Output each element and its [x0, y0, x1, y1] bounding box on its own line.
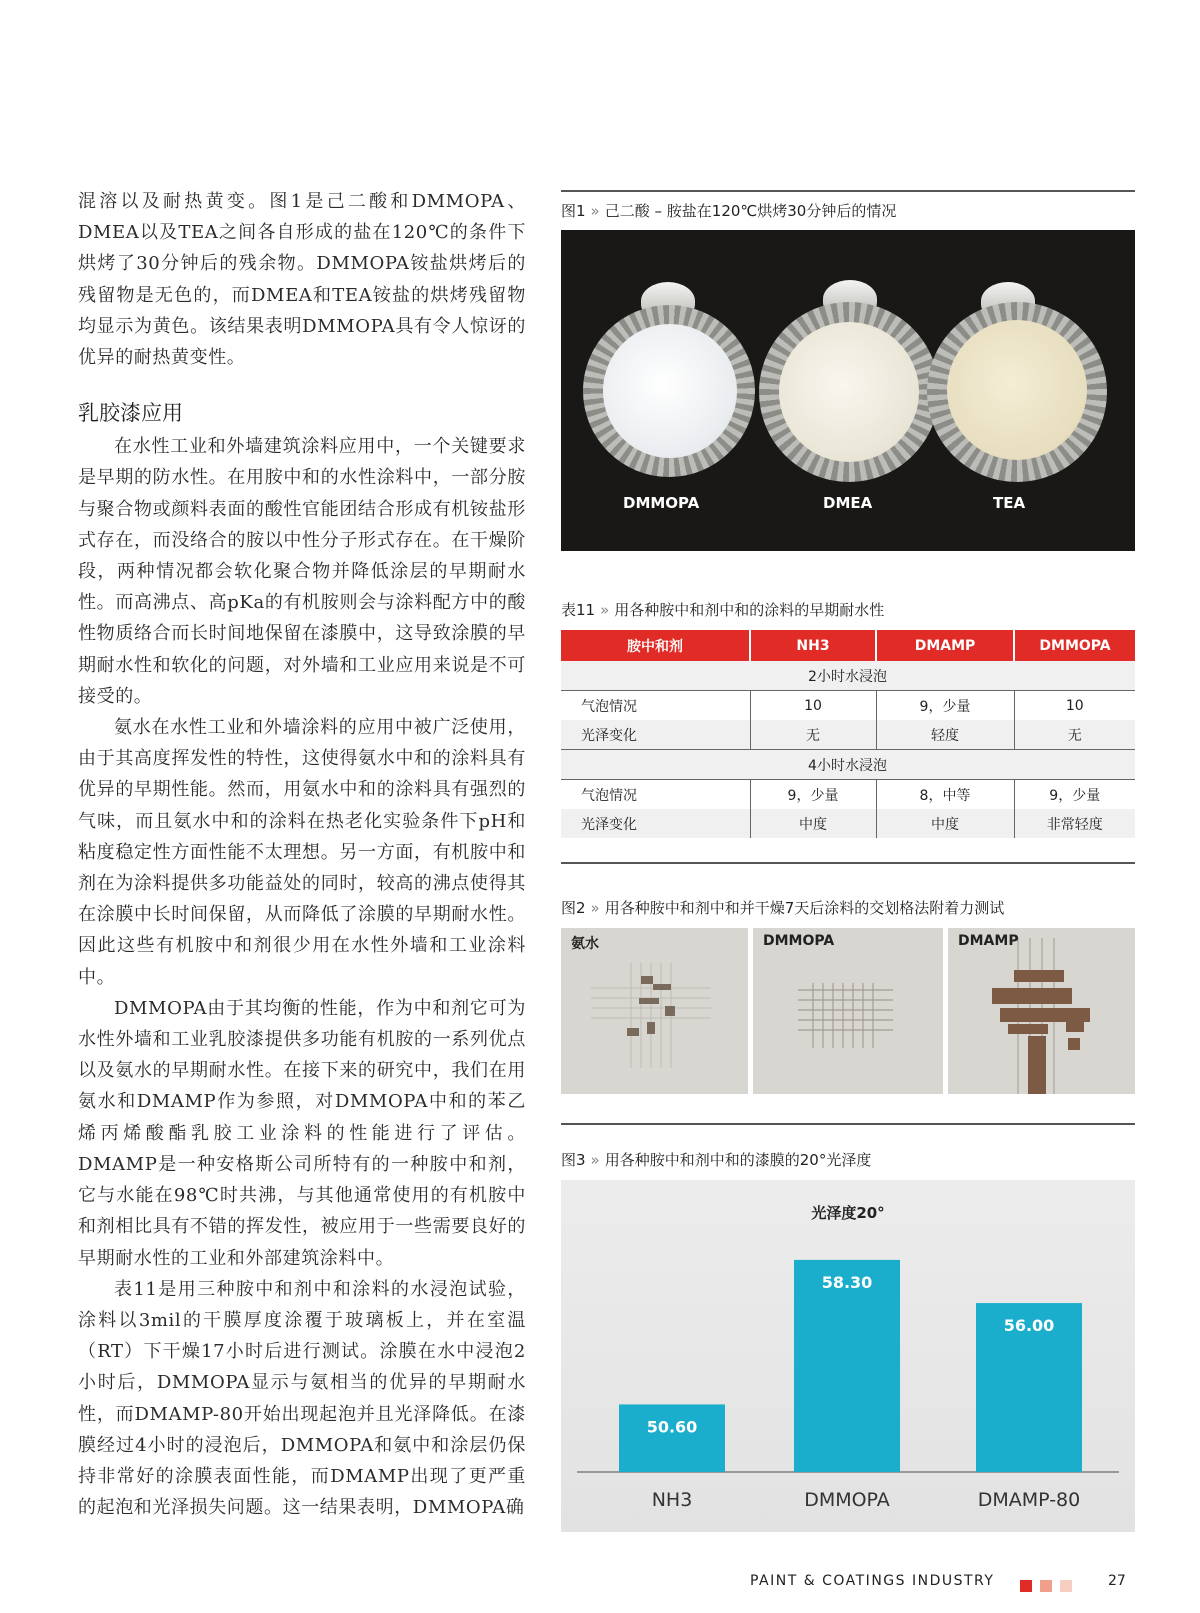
body-paragraph: 氨水在水性工业和外墙涂料的应用中被广泛使用，由于其高度挥发性的特性，这使得氨水中和的涂料具有优异的早期性能。然而，用氨水中和的涂料具有强烈的气味，而且氨水中和的涂料在热老化实验条件下pH和粘度稳定性方面性能不太理想。另一方面，有机胺中和剂在为涂料提供多功能益处的同时，较高的沸点使得其在涂膜中长时间保留，从而降低了涂膜的早期耐水性。因此这些有机胺中和剂很少用在水性外墙和工业涂料中。	[78, 717, 526, 988]
crosshatch-label: 氨水	[571, 936, 599, 952]
table-header-cell: 胺中和剂	[561, 630, 750, 661]
figure2-caption	[561, 898, 1135, 918]
crosshatch-photo-dmamp	[948, 928, 1135, 1094]
table-cell: 中度	[876, 809, 1014, 838]
figure3-number: 图3	[561, 1151, 586, 1169]
figure1-photo	[561, 230, 1135, 551]
journal-name: PAINT & COATINGS INDUSTRY	[750, 1573, 995, 1589]
figure-rule	[561, 1123, 1135, 1125]
table-cell: 9，少量	[1014, 780, 1135, 810]
table-cell: 9，少量	[750, 780, 876, 810]
table-row	[561, 691, 1135, 721]
page-number: 27	[1108, 1573, 1126, 1589]
figure3-chart	[561, 1180, 1135, 1532]
figure2-number: 图2	[561, 899, 586, 917]
table-header-cell: DMMOPA	[1014, 630, 1135, 661]
dish-residue-colorless	[603, 324, 737, 458]
footer-square-red	[1020, 1580, 1032, 1592]
table-group-row	[561, 661, 1135, 691]
table-header-row	[561, 630, 1135, 661]
table11	[561, 630, 1135, 838]
figure1-caption-text: 己二酸 – 胺盐在120℃烘烤30分钟后的情况	[604, 202, 897, 220]
table-cell: 无	[750, 720, 876, 750]
table-cell: 光泽变化	[561, 809, 750, 838]
table-group-label: 2小时水浸泡	[561, 661, 1135, 691]
body-text-column	[78, 186, 526, 1523]
table-header-cell: DMAMP	[876, 630, 1014, 661]
table-row	[561, 720, 1135, 750]
table-group-label: 4小时水浸泡	[561, 750, 1135, 780]
footer-square-salmon	[1040, 1580, 1052, 1592]
table-cell: 光泽变化	[561, 720, 750, 750]
chart-title: 光泽度20°	[811, 1204, 885, 1222]
table-group-row	[561, 750, 1135, 780]
crosshatch-photo-ammonia	[561, 928, 748, 1094]
table-cell: 10	[750, 691, 876, 721]
table-cell: 9，少量	[876, 691, 1014, 721]
chart-bar	[619, 1404, 725, 1472]
table-cell: 非常轻度	[1014, 809, 1135, 838]
table-cell: 无	[1014, 720, 1135, 750]
table-cell: 轻度	[876, 720, 1014, 750]
table11-number: 表11	[561, 601, 596, 619]
crosshatch-pattern	[753, 928, 943, 1094]
gloss-bar-chart	[561, 1180, 1135, 1532]
photo-label-dmmopa: DMMOPA	[623, 494, 700, 512]
crosshatch-pattern	[948, 928, 1135, 1094]
table11-caption-text: 用各种胺中和剂中和的涂料的早期耐水性	[614, 601, 885, 619]
section-heading: 乳胶漆应用	[78, 401, 183, 426]
chart-category-label: NH3	[651, 1489, 693, 1511]
chart-category-label: DMMOPA	[804, 1489, 890, 1511]
dish-residue-yellowish	[779, 322, 919, 462]
caption-separator: »	[590, 899, 600, 917]
figure-rule	[561, 190, 1135, 192]
crosshatch-label: DMMOPA	[763, 933, 835, 949]
crosshatch-label: DMAMP	[958, 933, 1019, 949]
chart-category-label: DMAMP-80	[977, 1489, 1081, 1511]
table-row	[561, 809, 1135, 838]
caption-separator: »	[590, 1151, 600, 1169]
table11-caption	[561, 600, 1135, 620]
caption-separator: »	[600, 601, 610, 619]
photo-label-dmea: DMEA	[823, 494, 873, 512]
body-paragraph: DMMOPA由于其均衡的性能，作为中和剂它可为水性外墙和工业乳胶漆提供多功能有机胺的一系列优点以及氨水的早期耐水性。在接下来的研究中，我们在用氨水和DMAMP作为参照，对DMMOPA中和的苯乙烯丙烯酸酯乳胶工业涂料的性能进行了评估。DMAMP是一种安格斯公司所特有的一种胺中和剂，它与水能在98℃时共沸，与其他通常使用的有机胺中和剂相比具有不错的挥发性，被应用于一些需要良好的早期耐水性的工业和外部建筑涂料中。	[78, 997, 526, 1269]
body-paragraph: 表11是用三种胺中和剂中和涂料的水浸泡试验，涂料以3mil的干膜厚度涂覆于玻璃板上，并在室温（RT）下干燥17小时后进行测试。涂膜在水中浸泡2小时后，DMMOPA显示与氨相当的优异的早期耐水性，而DMAMP-80开始出现起泡并且光泽降低。在漆膜经过4小时的浸泡后，DMMOPA和氨中和涂层仍保持非常好的涂膜表面性能，而DMAMP出现了更严重的起泡和光泽损失问题。这一结果表明，DMMOPA确	[78, 1278, 526, 1519]
footer-square-pink	[1060, 1580, 1072, 1592]
figure1-number: 图1	[561, 202, 586, 220]
table-cell: 中度	[750, 809, 876, 838]
chart-data-label: 56.00	[1003, 1316, 1055, 1336]
figure3-caption	[561, 1150, 1135, 1170]
chart-data-label: 50.60	[646, 1417, 698, 1437]
table-row	[561, 780, 1135, 810]
table-cell: 气泡情况	[581, 698, 637, 715]
figure-rule	[561, 862, 1135, 864]
table-cell: 8，中等	[876, 780, 1014, 810]
table-cell: 10	[1014, 691, 1135, 721]
dish-residue-yellow	[947, 320, 1087, 460]
body-paragraph: 在水性工业和外墙建筑涂料应用中，一个关键要求是早期的防水性。在用胺中和的水性涂料中，一部分胺与聚合物或颜料表面的酸性官能团结合形成有机铵盐形式存在，而没络合的胺以中性分子形式存在。在干燥阶段，两种情况都会软化聚合物并降低涂层的早期耐水性。而高沸点、高pKa的有机胺则会与涂料配方中的酸性物质络合而长时间地保留在漆膜中，这导致涂膜的早期耐水性和软化的问题，对外墙和工业应用来说是不可接受的。	[78, 436, 526, 707]
crosshatch-photo-dmmopa	[753, 928, 943, 1094]
chart-data-label: 58.30	[821, 1272, 873, 1292]
photo-label-tea: TEA	[993, 494, 1026, 512]
table-header-cell: NH3	[750, 630, 876, 661]
figure3-caption-text: 用各种胺中和剂中和的漆膜的20°光泽度	[604, 1151, 872, 1169]
caption-separator: »	[590, 202, 600, 220]
figure2-caption-text: 用各种胺中和剂中和并干燥7天后涂料的交划格法附着力测试	[604, 899, 1005, 917]
body-paragraph: 混溶以及耐热黄变。图1是己二酸和DMMOPA、DMEA以及TEA之间各自形成的盐在120℃的条件下烘烤了30分钟后的残余物。DMMOPA铵盐烘烤后的残留物是无色的，而DMEA和TEA铵盐的烘烤残留物均显示为黄色。该结果表明DMMOPA具有令人惊讶的优异的耐热黄变性。	[78, 191, 526, 369]
table-cell: 气泡情况	[581, 787, 637, 804]
figure1-caption	[561, 201, 1135, 221]
